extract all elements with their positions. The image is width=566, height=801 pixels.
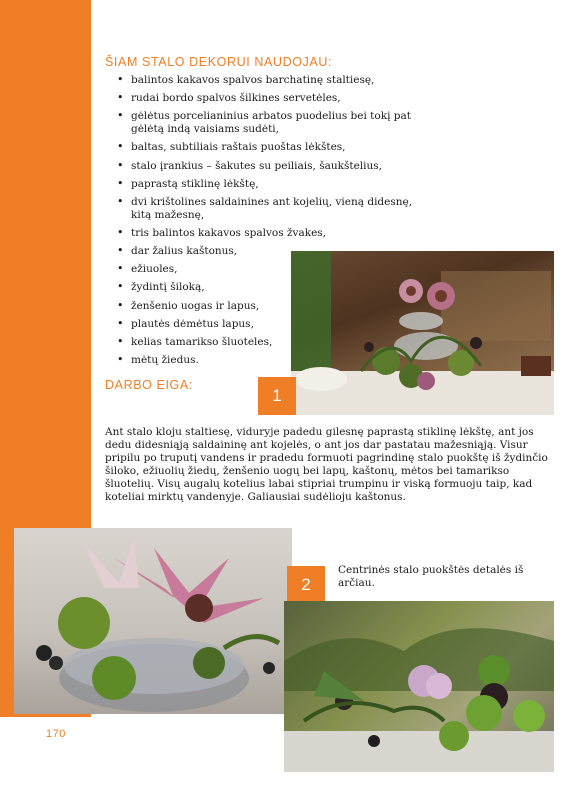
- list-item: • stalo įrankius – šakutes su peiliais, šaukštelius,: [115, 160, 415, 173]
- list-item: • gėlėtus porcelianinius arbatos puodelius bei tokį pat gėlėtą indą vaisiams sudėti,: [115, 110, 415, 136]
- list-item: • kelias tamarikso šluoteles,: [115, 336, 415, 349]
- bowl-closeup-photo: [14, 528, 292, 714]
- detail-caption: Centrinės stalo puokštės detalės iš arčiau.: [338, 564, 524, 589]
- centerpiece-photo: [291, 251, 554, 415]
- list-item: • paprastą stiklinę lėkštę,: [115, 178, 415, 191]
- list-item: • balintos kakavos spalvos barchatinę staltiesę,: [115, 74, 415, 87]
- list-item: • dar žalius kaštonus,: [115, 245, 415, 258]
- list-item: • ženšenio uogas ir lapus,: [115, 300, 415, 313]
- list-item: • dvi krištolines saldainines ant kojelių, vieną didesnę, kitą mažesnę,: [115, 196, 415, 222]
- list-item: • tris balintos kakavos spalvos žvakes,: [115, 227, 415, 240]
- work-description: Ant stalo kloju staltiesę, viduryje padedu gilesnę paprastą stiklinę lėkštę, ant jos dedu didesniąją saldaininę ant kojelės, o ant jos dar pastatau mažesniąją. Visur pripilu po truputį vandens ir pradedu formuoti pagrindinę stalo puokštę iš žydinčio šiloko, ežiuolių žiedų, ženšenio uogų bei lapų, kaštonų, mėtos bei tamarikso šluotelių. Visų augalų kotelius labai stipriai trumpinu ir viską formuoju taip, kad koteliai mirktų vandenyje. Galiausiai sudėlioju kaštonus.: [105, 426, 548, 503]
- list-item: • ežiuoles,: [115, 263, 415, 276]
- materials-heading: ŠIAM STALO DEKORUI NAUDOJAU:: [105, 55, 333, 69]
- list-item: • žydintį šiloką,: [115, 281, 415, 294]
- list-item: • plautės dėmėtus lapus,: [115, 318, 415, 331]
- step-2-badge: 2: [287, 566, 325, 604]
- list-item: • mėtų žiedus.: [115, 354, 415, 367]
- step-1-badge: 1: [258, 377, 296, 415]
- list-item: • rudai bordo spalvos šilkines servetėles,: [115, 92, 415, 105]
- arrangement-detail-photo: [284, 601, 554, 772]
- list-item: • baltas, subtiliais raštais puoštas lėkštes,: [115, 141, 415, 154]
- work-heading: DARBO EIGA:: [105, 378, 193, 392]
- page-number: 170: [46, 728, 66, 740]
